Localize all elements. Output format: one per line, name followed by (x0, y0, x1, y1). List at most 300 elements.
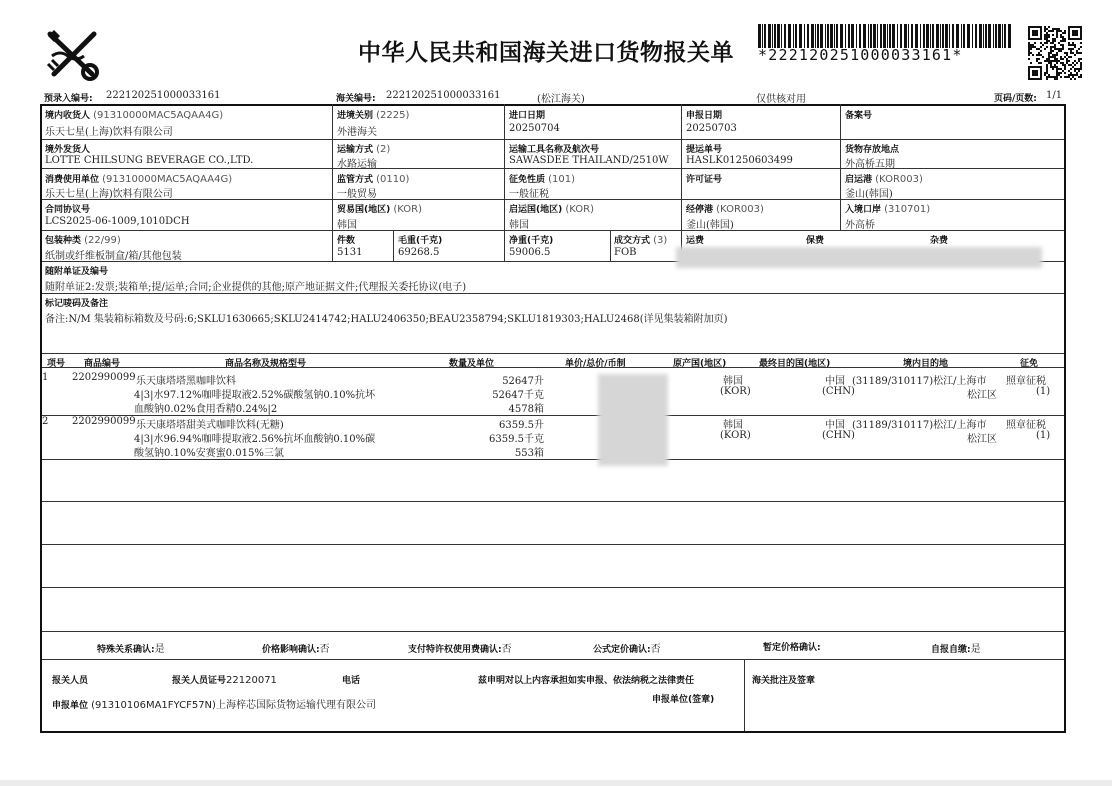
qr-module (1048, 74, 1050, 76)
qr-module (1068, 56, 1070, 58)
royalty-value: 否 (501, 644, 512, 655)
consumer-code: (91310000MAC5AQAA4G) (102, 174, 233, 185)
qr-module (1048, 30, 1050, 32)
qr-module (1064, 68, 1066, 70)
qr-module (1064, 76, 1066, 78)
qr-module (1050, 62, 1052, 64)
qr-module (1028, 58, 1030, 60)
qr-module (1062, 62, 1064, 64)
qr-module (1072, 66, 1074, 68)
entry-port: 外高桥 (845, 220, 875, 231)
qr-module (1070, 52, 1072, 54)
qr-module (1072, 52, 1074, 54)
qr-module (1056, 58, 1058, 60)
qr-module (1080, 66, 1082, 68)
redacted-fees (676, 247, 1042, 268)
qr-module (1032, 46, 1034, 48)
declarant-cert: 22120071 (226, 675, 277, 686)
barcode-bar (877, 24, 878, 48)
qr-module (1054, 28, 1056, 30)
qr-module (1044, 30, 1046, 32)
qr-module (1054, 58, 1056, 60)
bl-label: 提运单号 (686, 145, 723, 155)
trade-country-label: 贸易国(地区) (337, 205, 391, 215)
qr-module (1062, 44, 1064, 46)
qr-module (1058, 48, 1060, 50)
barcode-bar (880, 24, 882, 48)
qr-module (1052, 34, 1054, 36)
qr-module (1064, 64, 1066, 66)
item-dest-code: (CHN) (822, 386, 855, 397)
col-origin: 原产国(地区) (673, 359, 727, 369)
qr-module (1044, 36, 1046, 38)
qr-module (1078, 60, 1080, 62)
col-name: 商品名称及规格型号 (225, 359, 307, 369)
qr-module (1046, 58, 1048, 60)
qr-module (1048, 40, 1050, 42)
barcode-bar (936, 24, 939, 48)
qr-module (1044, 38, 1046, 40)
barcode-bar (870, 24, 872, 48)
qr-module (1060, 72, 1062, 74)
consignee-code: (91310000MAC5AQAA4G) (93, 110, 224, 121)
page-label: 页码/页数: (994, 94, 1037, 104)
price-effect-label: 价格影响确认: (262, 645, 320, 655)
qr-module (1058, 42, 1060, 44)
qr-module (1060, 62, 1062, 64)
barcode-bar (807, 24, 809, 48)
qr-module (1032, 70, 1038, 76)
qr-module (1046, 32, 1048, 34)
qr-module (1046, 46, 1048, 48)
qr-module (1066, 76, 1068, 78)
qr-module (1046, 36, 1048, 38)
qr-module (1028, 46, 1030, 48)
entry-office-label: 进境关别 (337, 111, 374, 121)
docs-label: 随附单证及编号 (45, 267, 109, 277)
qr-module (1072, 62, 1074, 64)
import-date: 20250704 (509, 123, 560, 134)
qr-module (1070, 56, 1072, 58)
qr-module (1046, 78, 1048, 80)
barcode-bar (830, 24, 833, 48)
qr-module (1038, 54, 1040, 56)
qr-module (1040, 42, 1042, 44)
departure-port: 釜山(韩国) (845, 189, 893, 200)
barcode-bar (784, 24, 786, 48)
vessel: SAWASDEE THAILAND/2510W (509, 155, 669, 166)
barcode-bar (883, 24, 886, 48)
barcode-bar (887, 24, 888, 48)
tax-nature-code: (101) (548, 174, 576, 185)
qr-module (1074, 68, 1076, 70)
qr-module (1044, 34, 1046, 36)
qr-module (1034, 46, 1036, 48)
customs-emblem-icon (42, 26, 104, 82)
qr-module (1070, 50, 1072, 52)
qr-module (1070, 44, 1072, 46)
qr-module (1060, 36, 1062, 38)
item-no: 2 (42, 416, 49, 427)
qr-module (1056, 28, 1058, 30)
qr-module (1052, 66, 1054, 68)
qr-module (1048, 60, 1050, 62)
departure-port-code: (KOR003) (875, 174, 923, 185)
qr-module (1060, 40, 1062, 42)
qr-module (1036, 58, 1038, 60)
price-effect-value: 否 (319, 644, 330, 655)
barcode-bar (777, 24, 780, 48)
qr-module (1064, 40, 1066, 42)
qr-module (1040, 50, 1042, 52)
qr-module (1080, 74, 1082, 76)
barcode-bar (825, 24, 826, 48)
qr-module (1054, 60, 1056, 62)
qr-module (1074, 44, 1076, 46)
misc-fee-label: 杂费 (930, 236, 949, 246)
barcode-bar (873, 24, 876, 48)
qr-module (1036, 54, 1038, 56)
qr-module (1036, 48, 1038, 50)
qr-module (1080, 58, 1082, 60)
qr-module (1076, 62, 1078, 64)
item-domestic-2: 松江区 (967, 390, 997, 401)
qr-module (1050, 52, 1052, 54)
qr-module (1068, 74, 1070, 76)
barcode-text: *222120251000033161* (758, 46, 963, 64)
qr-module (1030, 48, 1032, 50)
qr-module (1054, 44, 1056, 46)
barcode-icon (758, 24, 1013, 48)
qr-module (1046, 72, 1048, 74)
qr-module (1078, 70, 1080, 72)
customs-approval-label: 海关批注及签章 (752, 676, 816, 686)
qr-module (1044, 60, 1046, 62)
barcode-bar (995, 24, 997, 48)
qr-module (1030, 44, 1032, 46)
qr-module (1054, 64, 1056, 66)
barcode-bar (908, 24, 909, 48)
table-row (40, 416, 1064, 460)
item-spec-2: 血酸钠0.02%食用香精0.24%|2 (134, 404, 278, 415)
qr-module (1074, 78, 1076, 80)
qr-module (1060, 68, 1062, 70)
barcode-bar (952, 24, 954, 48)
barcode-bar (848, 24, 850, 48)
qr-module (1072, 42, 1074, 44)
qr-module (1058, 30, 1060, 32)
qr-module (1062, 32, 1064, 34)
declare-unit-sign-label: 申报单位(签章) (652, 695, 715, 705)
shipper-label: 境外发货人 (45, 145, 91, 155)
qr-module (1068, 76, 1070, 78)
barcode-bar (942, 24, 944, 48)
barcode-bar (859, 24, 861, 48)
qr-module (1050, 60, 1052, 62)
customs-number-label: 海关编号: (336, 94, 376, 104)
item-no: 1 (42, 372, 49, 383)
qr-module (1060, 48, 1062, 50)
barcode-bar (788, 24, 791, 48)
record-no-label: 备案号 (845, 111, 873, 121)
barcode-bar (926, 24, 929, 48)
barcode-bar (811, 24, 814, 48)
item-exempt-1: 照章征税 (1006, 376, 1046, 387)
qr-module (1048, 36, 1050, 38)
special-relation-label: 特殊关系确认: (97, 645, 155, 655)
qr-module (1052, 30, 1054, 32)
customs-office: (松江海关) (537, 94, 585, 105)
barcode-bar (949, 24, 950, 48)
formula-price-value: 否 (650, 644, 661, 655)
barcode-bar (1004, 24, 1006, 48)
item-domestic-1: (31189/310117)松江/上海市 (852, 376, 987, 387)
gross-weight-label: 毛重(千克) (398, 236, 443, 246)
barcode-bar (836, 24, 838, 48)
storage: 外高桥五期 (845, 159, 895, 170)
qr-module (1046, 42, 1048, 44)
item-domestic-2: 松江区 (967, 434, 997, 445)
qr-module (1028, 48, 1030, 50)
qr-module (1074, 46, 1076, 48)
qr-module (1028, 50, 1030, 52)
formula-price-label: 公式定价确认: (593, 645, 651, 655)
declarant-cert-label: 报关人员证号 (172, 676, 227, 686)
provisional-price-label: 暂定价格确认: (763, 643, 821, 653)
qr-module (1052, 68, 1054, 70)
qr-module (1044, 28, 1046, 30)
entry-office: 外港海关 (337, 127, 377, 138)
qr-module (1040, 62, 1042, 64)
qr-module (1048, 62, 1050, 64)
barcode-bar (979, 24, 982, 48)
barcode-bar (932, 24, 934, 48)
barcode-bar (900, 24, 902, 48)
deal-mode-label: 成交方式 (614, 236, 651, 246)
entry-port-label: 入境口岸 (845, 205, 882, 215)
trade-country: 韩国 (337, 220, 357, 231)
qr-module (1060, 34, 1062, 36)
qr-module (1058, 60, 1060, 62)
deal-mode: FOB (614, 247, 637, 258)
qr-module (1044, 26, 1046, 28)
qr-module (1048, 76, 1050, 78)
qr-module (1050, 48, 1052, 50)
origin-country: 韩国 (509, 220, 529, 231)
qr-module (1050, 66, 1052, 68)
qr-module (1078, 52, 1080, 54)
qr-module (1056, 78, 1058, 80)
qr-module (1074, 74, 1076, 76)
page-value: 1/1 (1046, 90, 1063, 101)
qr-module (1044, 72, 1046, 74)
barcode-bar (1008, 24, 1011, 48)
qr-module (1044, 48, 1046, 50)
qr-module (1056, 74, 1058, 76)
qr-module (1056, 66, 1058, 68)
qr-module (1072, 74, 1074, 76)
qr-module (1054, 76, 1056, 78)
qr-module (1076, 72, 1078, 74)
qr-module (1056, 72, 1058, 74)
declaration-statement: 兹申明对以上内容承担如实申报、依法纳税之法律责任 (478, 676, 695, 686)
marks-label: 标记唛码及备注 (45, 299, 109, 309)
docs-value: 随附单证2:发票;装箱单;提/运单;合同;企业提供的其他;原产地证据文件;代理报关委托协议(电子) (45, 282, 467, 293)
freight-label: 运费 (686, 236, 705, 246)
item-qty-2: 52647千克 (492, 390, 544, 401)
pre-entry-label: 预录入编号: (44, 94, 93, 104)
qr-module (1052, 42, 1054, 44)
qr-module (1060, 58, 1062, 60)
package-code: (22/99) (84, 235, 121, 246)
qr-module (1034, 42, 1036, 44)
barcode-bar (998, 24, 1001, 48)
qr-module (1062, 58, 1064, 60)
barcode-bar (772, 24, 773, 48)
barcode-bar (923, 24, 925, 48)
qr-module (1080, 52, 1082, 54)
qr-module (1074, 64, 1076, 66)
qr-module (1078, 48, 1080, 50)
pieces: 5131 (337, 247, 363, 258)
redacted-price (598, 374, 668, 466)
qr-module (1062, 64, 1064, 66)
item-spec-2: 酸氢钠0.10%安赛蜜0.015%三氯 (134, 448, 284, 459)
barcode-bar (904, 24, 907, 48)
qr-module (1056, 34, 1058, 36)
supervision-label: 监管方式 (337, 175, 374, 185)
item-qty-2: 6359.5千克 (489, 434, 544, 445)
barcode-bar (967, 24, 970, 48)
consumer-label: 消费使用单位 (45, 175, 100, 185)
barcode-bar (795, 24, 797, 48)
origin-country-code: (KOR) (565, 204, 595, 215)
qr-module (1048, 56, 1050, 58)
qr-module (1056, 32, 1058, 34)
qr-module (1038, 48, 1040, 50)
qr-module (1056, 62, 1058, 64)
phone-label: 电话 (342, 676, 361, 686)
license-label: 许可证号 (686, 175, 723, 185)
qr-module (1054, 46, 1056, 48)
qr-module (1058, 28, 1060, 30)
supervision-code: (0110) (376, 174, 410, 185)
qr-module (1062, 70, 1064, 72)
qr-module (1070, 64, 1072, 66)
item-exempt-1: 照章征税 (1006, 420, 1046, 431)
barcode-bar (930, 24, 931, 48)
item-exempt-2: (1) (1036, 430, 1051, 441)
barcode-bar (817, 24, 819, 48)
item-dest-code: (CHN) (822, 430, 855, 441)
storage-label: 货物存放地点 (845, 145, 900, 155)
royalty-label: 支付特许权使用费确认: (408, 645, 502, 655)
qr-module (1030, 52, 1032, 54)
qr-module (1032, 54, 1034, 56)
qr-module (1076, 52, 1078, 54)
qr-module (1080, 64, 1082, 66)
qr-module (1068, 60, 1070, 62)
qr-module (1070, 48, 1072, 50)
qr-module (1066, 58, 1068, 60)
qr-module (1056, 54, 1058, 56)
qr-module (1054, 48, 1056, 50)
qr-module (1080, 76, 1082, 78)
pre-entry-number: 222120251000033161 (106, 90, 221, 101)
consumer-name: 乐天七星(上海)饮料有限公司 (45, 189, 173, 200)
qr-module (1068, 48, 1070, 50)
qr-module (1050, 56, 1052, 58)
qr-module (1074, 54, 1076, 56)
qr-module (1072, 30, 1078, 36)
qr-module (1050, 30, 1052, 32)
qr-module (1052, 56, 1054, 58)
barcode-bar (911, 24, 913, 48)
qr-module (1052, 50, 1054, 52)
transport-mode-code: (2) (376, 144, 391, 155)
origin-country-label: 启运国(地区) (509, 205, 563, 215)
verify-only-note: 仅供核对用 (756, 94, 806, 105)
qr-module (1050, 64, 1052, 66)
qr-module (1028, 44, 1030, 46)
qr-module (1070, 78, 1072, 80)
qr-module (1064, 66, 1066, 68)
qr-module (1050, 50, 1052, 52)
item-qty-3: 4578箱 (508, 404, 544, 415)
net-weight-label: 净重(千克) (509, 236, 554, 246)
barcode-bar (827, 24, 829, 48)
qr-module (1064, 32, 1066, 34)
transit-port: 釜山(韩国) (686, 220, 734, 231)
qr-module (1046, 34, 1048, 36)
transit-port-label: 经停港 (686, 205, 714, 215)
qr-module (1030, 62, 1032, 64)
qr-module (1038, 62, 1040, 64)
qr-module (1052, 54, 1054, 56)
qr-module (1068, 44, 1070, 46)
qr-module (1064, 72, 1066, 74)
declare-unit: (91310106MA1FYCF57N)上海梓芯国际货物运输代理有限公司 (91, 700, 376, 711)
qr-module (1062, 40, 1064, 42)
transport-mode: 水路运输 (337, 159, 377, 170)
special-relation-value: 是 (154, 644, 165, 655)
contract-label: 合同协议号 (45, 205, 91, 215)
package: 纸制或纤维板制盒/箱/其他包装 (45, 251, 182, 262)
qr-module (1042, 56, 1044, 58)
qr-module (1066, 54, 1068, 56)
customs-number: 222120251000033161 (386, 90, 501, 101)
barcode-bar (972, 24, 973, 48)
item-origin: 韩国 (723, 420, 743, 431)
qr-module (1064, 56, 1066, 58)
qr-module (1068, 70, 1070, 72)
barcode-bar (840, 24, 843, 48)
item-origin-code: (KOR) (720, 386, 751, 397)
pieces-label: 件数 (337, 236, 356, 246)
qr-module (1062, 38, 1064, 40)
barcode-bar (940, 24, 941, 48)
barcode-bar (892, 24, 895, 48)
qr-module (1044, 74, 1046, 76)
qr-module (1070, 68, 1072, 70)
col-qty: 数量及单位 (449, 359, 495, 369)
item-domestic-1: (31189/310117)松江/上海市 (852, 420, 987, 431)
entry-office-code: (2225) (376, 110, 410, 121)
qr-module (1056, 60, 1058, 62)
item-dest: 中国 (825, 376, 845, 387)
qr-module (1052, 46, 1054, 48)
qr-module (1054, 56, 1056, 58)
